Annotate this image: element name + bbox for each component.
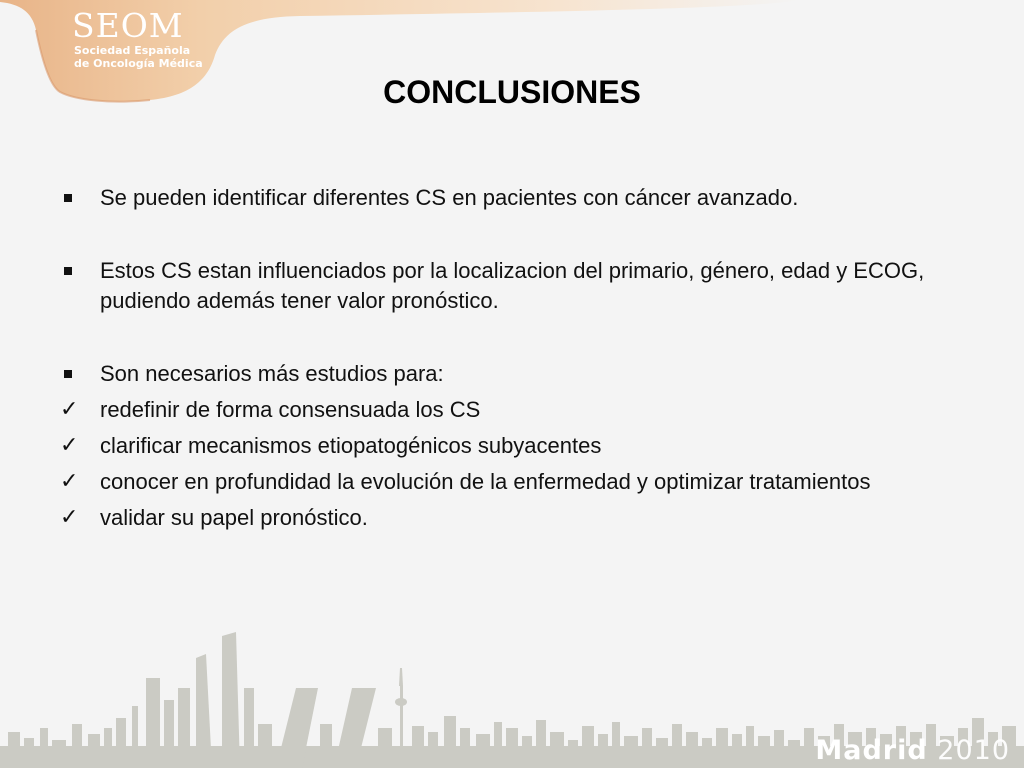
list-item-text: Son necesarios más estudios para:	[100, 361, 444, 386]
seom-logo-text: SEOM	[72, 6, 184, 45]
list-item-text: Estos CS estan influenciados por la localizacion del primario, género, edad y ECOG, pudiendo además tener valor pronóstico.	[100, 258, 925, 313]
list-item-text: redefinir de forma consensuada los CS	[100, 397, 481, 422]
square-bullet-icon	[60, 256, 90, 286]
list-item	[60, 359, 960, 389]
checkmark-icon: ✓	[60, 505, 79, 530]
checkmark-icon: ✓	[60, 433, 79, 458]
square-bullet-icon	[60, 359, 90, 389]
list-item-text: Se pueden identificar diferentes CS en pacientes con cáncer avanzado.	[100, 185, 799, 210]
seom-logo-subtitle	[74, 44, 203, 70]
checkmark-icon: ✓	[60, 397, 79, 422]
list-item	[60, 467, 960, 497]
list-item-text: validar su papel pronóstico.	[100, 505, 368, 530]
list-item	[60, 503, 960, 533]
list-item-text: clarificar mecanismos etiopatogénicos subyacentes	[100, 433, 602, 458]
slide-content	[60, 183, 960, 533]
list-item-text: conocer en profundidad la evolución de la enfermedad y optimizar tratamientos	[100, 469, 871, 494]
list-item	[60, 256, 960, 316]
madrid-2010-footer	[815, 735, 1010, 766]
list-item	[60, 183, 960, 213]
list-item	[60, 431, 960, 461]
footer-city: Madrid	[815, 735, 928, 766]
slide-title: CONCLUSIONES	[383, 74, 641, 110]
square-bullet-icon	[60, 183, 90, 213]
checkmark-icon: ✓	[60, 469, 79, 494]
logo-subtitle-line1: Sociedad Española	[74, 44, 191, 57]
list-item	[60, 395, 960, 425]
logo-subtitle-line2: de Oncología Médica	[74, 57, 203, 70]
footer-year: 2010	[937, 735, 1010, 766]
